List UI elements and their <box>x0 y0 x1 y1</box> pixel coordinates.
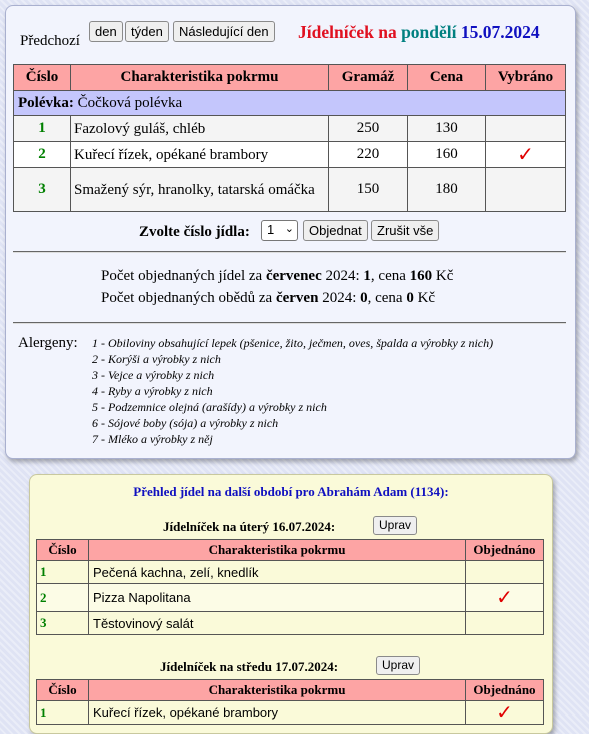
day-menu-row <box>37 701 544 725</box>
col-description: Charakteristika pokrmu <box>89 540 466 561</box>
daily-menu-panel <box>5 5 576 459</box>
day-menu-row <box>37 561 544 584</box>
chevron-down-icon: ⌄ <box>284 223 294 235</box>
dish-ordered-cell <box>466 561 544 584</box>
dish-selected-cell <box>486 168 566 212</box>
edit-day-button[interactable]: Uprav <box>373 516 417 535</box>
check-icon: ✓ <box>496 585 513 609</box>
day-menu-title: Jídelníček na středu 17.07.2024: <box>160 659 339 674</box>
dish-name: Fazolový guláš, chléb <box>71 116 329 142</box>
dish-number: 1 <box>14 116 71 142</box>
dish-number: 3 <box>14 168 71 212</box>
title-prefix: Jídelníček na <box>298 22 397 42</box>
lunches-count-line: Počet objednaných obědů za červen 2024: 0, cena 0 Kč <box>101 290 436 306</box>
day-menu-table <box>36 539 544 635</box>
dish-name: Těstovinový salát <box>89 612 466 635</box>
dish-weight: 150 <box>329 168 408 212</box>
dish-name: Pizza Napolitana <box>89 584 466 612</box>
col-selected: Vybráno <box>486 65 566 91</box>
previous-week-button[interactable]: týden <box>125 21 169 42</box>
dish-price: 130 <box>408 116 486 142</box>
menu-header-row <box>14 65 566 91</box>
day-menu-title: Jídelníček na úterý 16.07.2024: <box>163 519 336 534</box>
next-day-button[interactable]: Následující den <box>173 21 275 42</box>
day-menu-row <box>37 612 544 635</box>
dish-price: 180 <box>408 168 486 212</box>
dish-weight: 220 <box>329 142 408 168</box>
allergens-list <box>92 335 493 447</box>
dish-selected-cell <box>486 142 566 168</box>
dish-number: 1 <box>37 561 89 584</box>
col-description: Charakteristika pokrmu <box>71 65 329 91</box>
divider <box>13 251 566 253</box>
allergen-item: 5 - Podzemnice olejná (arašídy) a výrobky z nich <box>92 400 327 414</box>
menu-row <box>14 142 566 168</box>
dish-name: Smažený sýr, hranolky, tatarská omáčka <box>71 168 329 212</box>
dish-number: 3 <box>37 612 89 635</box>
day-header-row <box>37 680 544 701</box>
col-price: Cena <box>408 65 486 91</box>
allergen-item: 4 - Ryby a výrobky z nich <box>92 384 213 398</box>
col-ordered: Objednáno <box>466 540 544 561</box>
upcoming-menus-panel <box>29 474 553 734</box>
title-day: pondělí <box>401 22 457 42</box>
dish-selected-cell <box>486 116 566 142</box>
dish-number: 2 <box>14 142 71 168</box>
allergens-label: Alergeny: <box>18 335 78 351</box>
divider <box>13 322 566 324</box>
dish-ordered-cell <box>466 701 544 725</box>
dish-number-select[interactable] <box>261 220 298 241</box>
cancel-all-button[interactable]: Zrušit vše <box>371 220 439 241</box>
allergen-item: 6 - Sójové boby (sója) a výrobky z nich <box>92 416 279 430</box>
col-ordered: Objednáno <box>466 680 544 701</box>
dish-ordered-cell <box>466 612 544 635</box>
col-description: Charakteristika pokrmu <box>89 680 466 701</box>
title-date: 15.07.2024 <box>460 22 540 42</box>
dish-weight: 250 <box>329 116 408 142</box>
choose-dish-label: Zvolte číslo jídla: <box>139 224 250 240</box>
dish-number: 2 <box>37 584 89 612</box>
allergen-item: 3 - Vejce a výrobky z nich <box>92 368 215 382</box>
dish-price: 160 <box>408 142 486 168</box>
dish-number: 1 <box>37 701 89 725</box>
previous-label: Předchozí <box>20 33 80 49</box>
soup-name: Čočková polévka <box>77 94 183 111</box>
allergen-item: 2 - Korýši a výrobky z nich <box>92 352 221 366</box>
allergen-item: 7 - Mléko a výrobky z něj <box>92 432 213 446</box>
day-header-row <box>37 540 544 561</box>
dish-name: Pečená kachna, zelí, knedlík <box>89 561 466 584</box>
previous-day-button[interactable]: den <box>89 21 123 42</box>
dish-name: Kuřecí řízek, opékané brambory <box>71 142 329 168</box>
col-weight: Gramáž <box>329 65 408 91</box>
col-number: Číslo <box>14 65 71 91</box>
check-icon: ✓ <box>517 141 534 166</box>
order-button[interactable]: Objednat <box>303 220 368 241</box>
page-title <box>298 22 540 43</box>
col-number: Číslo <box>37 540 89 561</box>
soup-label: Polévka: <box>18 94 74 111</box>
menu-row <box>14 116 566 142</box>
menu-table <box>13 64 566 212</box>
edit-day-button[interactable]: Uprav <box>376 656 420 675</box>
allergen-item: 1 - Obiloviny obsahující lepek (pšenice, žito, ječmen, oves, špalda a výrobky z nich) <box>92 336 494 350</box>
dish-ordered-cell <box>466 584 544 612</box>
select-value: 1 <box>267 222 275 237</box>
overview-title: Přehled jídel na další období pro Abrahám Adam (1134): <box>133 484 449 499</box>
day-menu-row <box>37 584 544 612</box>
day-menu-table <box>36 679 544 725</box>
col-number: Číslo <box>37 680 89 701</box>
soup-row <box>14 91 566 116</box>
dish-name: Kuřecí řízek, opékané brambory <box>89 701 466 725</box>
menu-row <box>14 168 566 212</box>
orders-count-line: Počet objednaných jídel za červenec 2024: 1, cena 160 Kč <box>101 268 454 284</box>
check-icon: ✓ <box>496 700 513 724</box>
